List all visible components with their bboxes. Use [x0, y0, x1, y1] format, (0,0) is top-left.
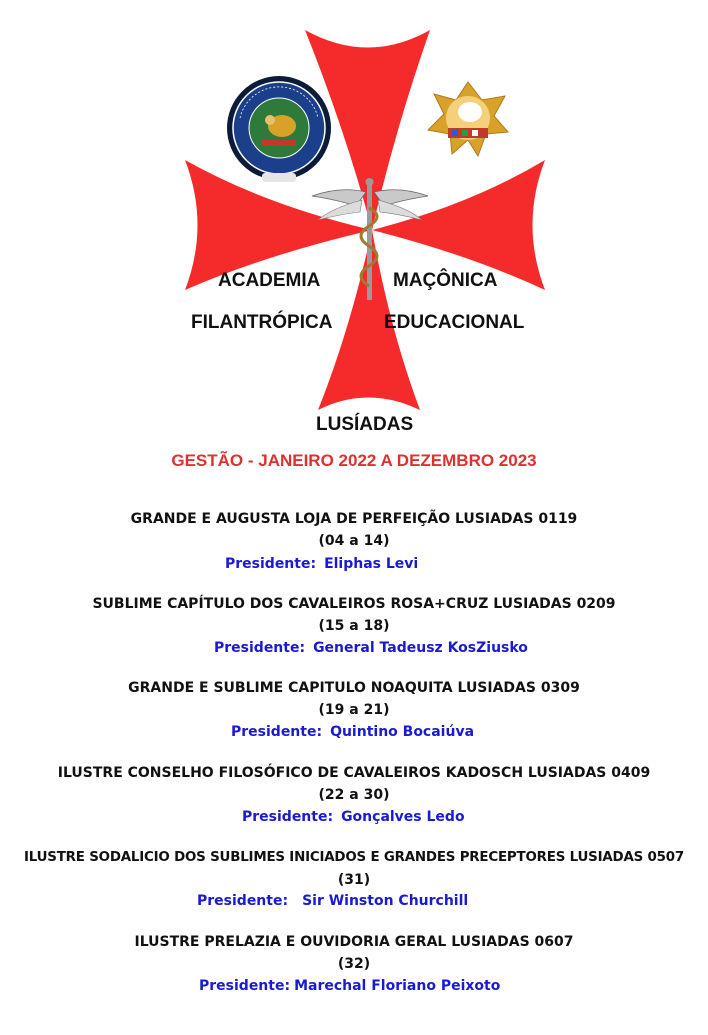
lodge-name: GRANDE E SUBLIME CAPITULO NOAQUITA LUSIADAS 0309 [128, 680, 580, 696]
lodge-president [197, 893, 468, 909]
president-label: Presidente: [242, 809, 334, 825]
lodge-name: ILUSTRE PRELAZIA E OUVIDORIA GERAL LUSIADAS 0607 [134, 934, 574, 950]
lodge-entry [0, 508, 708, 552]
seal-left-icon [227, 76, 331, 182]
lodge-name: ILUSTRE SODALICIO DOS SUBLIMES INICIADOS E GRANDES PRECEPTORES LUSIADAS 0507 [23, 850, 685, 865]
lodge-entry [0, 677, 708, 721]
lodge-president [242, 809, 465, 825]
lodge-entry [0, 847, 708, 891]
lodge-president [214, 640, 528, 656]
president-name: Sir Winston Churchill [302, 893, 469, 909]
lodge-degree-range: (22 a 30) [318, 787, 390, 803]
header-word-academia: ACADEMIA [218, 270, 321, 291]
president-label: Presidente: [214, 640, 306, 656]
lodge-entry [0, 931, 708, 975]
president-name: Eliphas Levi [324, 556, 419, 572]
cross-pattee-emblem [0, 0, 708, 440]
lodge-name: ILUSTRE CONSELHO FILOSÓFICO DE CAVALEIROS KADOSCH LUSIADAS 0409 [57, 765, 651, 781]
lodge-name: SUBLIME CAPÍTULO DOS CAVALEIROS ROSA+CRUZ LUSIADAS 0209 [92, 596, 616, 612]
lodge-degree-range: (15 a 18) [318, 618, 390, 634]
header-word-maconica: MAÇÔNICA [393, 270, 498, 291]
lodge-degree-range: (04 a 14) [318, 533, 390, 549]
header-word-filantropica: FILANTRÓPICA [191, 312, 333, 333]
president-name: General Tadeusz KosZiusko [313, 640, 528, 656]
header-word-lusiadas: LUSÍADAS [316, 414, 414, 435]
gestao-period: GESTÃO - JANEIRO 2022 A DEZEMBRO 2023 [171, 451, 537, 470]
lodge-president [231, 724, 474, 740]
president-name: Marechal Floriano Peixoto [294, 978, 501, 994]
lodge-entry [0, 762, 708, 806]
lodge-degree-range: (31) [337, 872, 371, 888]
lodge-entry [0, 593, 708, 637]
president-label: Presidente: [197, 893, 289, 909]
header-word-educacional: EDUCACIONAL [384, 312, 525, 333]
lodge-degree-range: (19 a 21) [318, 702, 390, 718]
president-label: Presidente: [231, 724, 323, 740]
emblem-right-icon [428, 82, 508, 156]
president-name: Quintino Bocaiúva [330, 724, 475, 740]
president-name: Gonçalves Ledo [341, 809, 465, 825]
lodge-name: GRANDE E AUGUSTA LOJA DE PERFEIÇÃO LUSIADAS 0119 [130, 511, 578, 527]
president-label: Presidente: [199, 978, 291, 994]
lodge-president [199, 978, 500, 994]
lodge-degree-range: (32) [337, 956, 371, 972]
president-label: Presidente: [225, 556, 317, 572]
lodge-president [225, 556, 418, 572]
